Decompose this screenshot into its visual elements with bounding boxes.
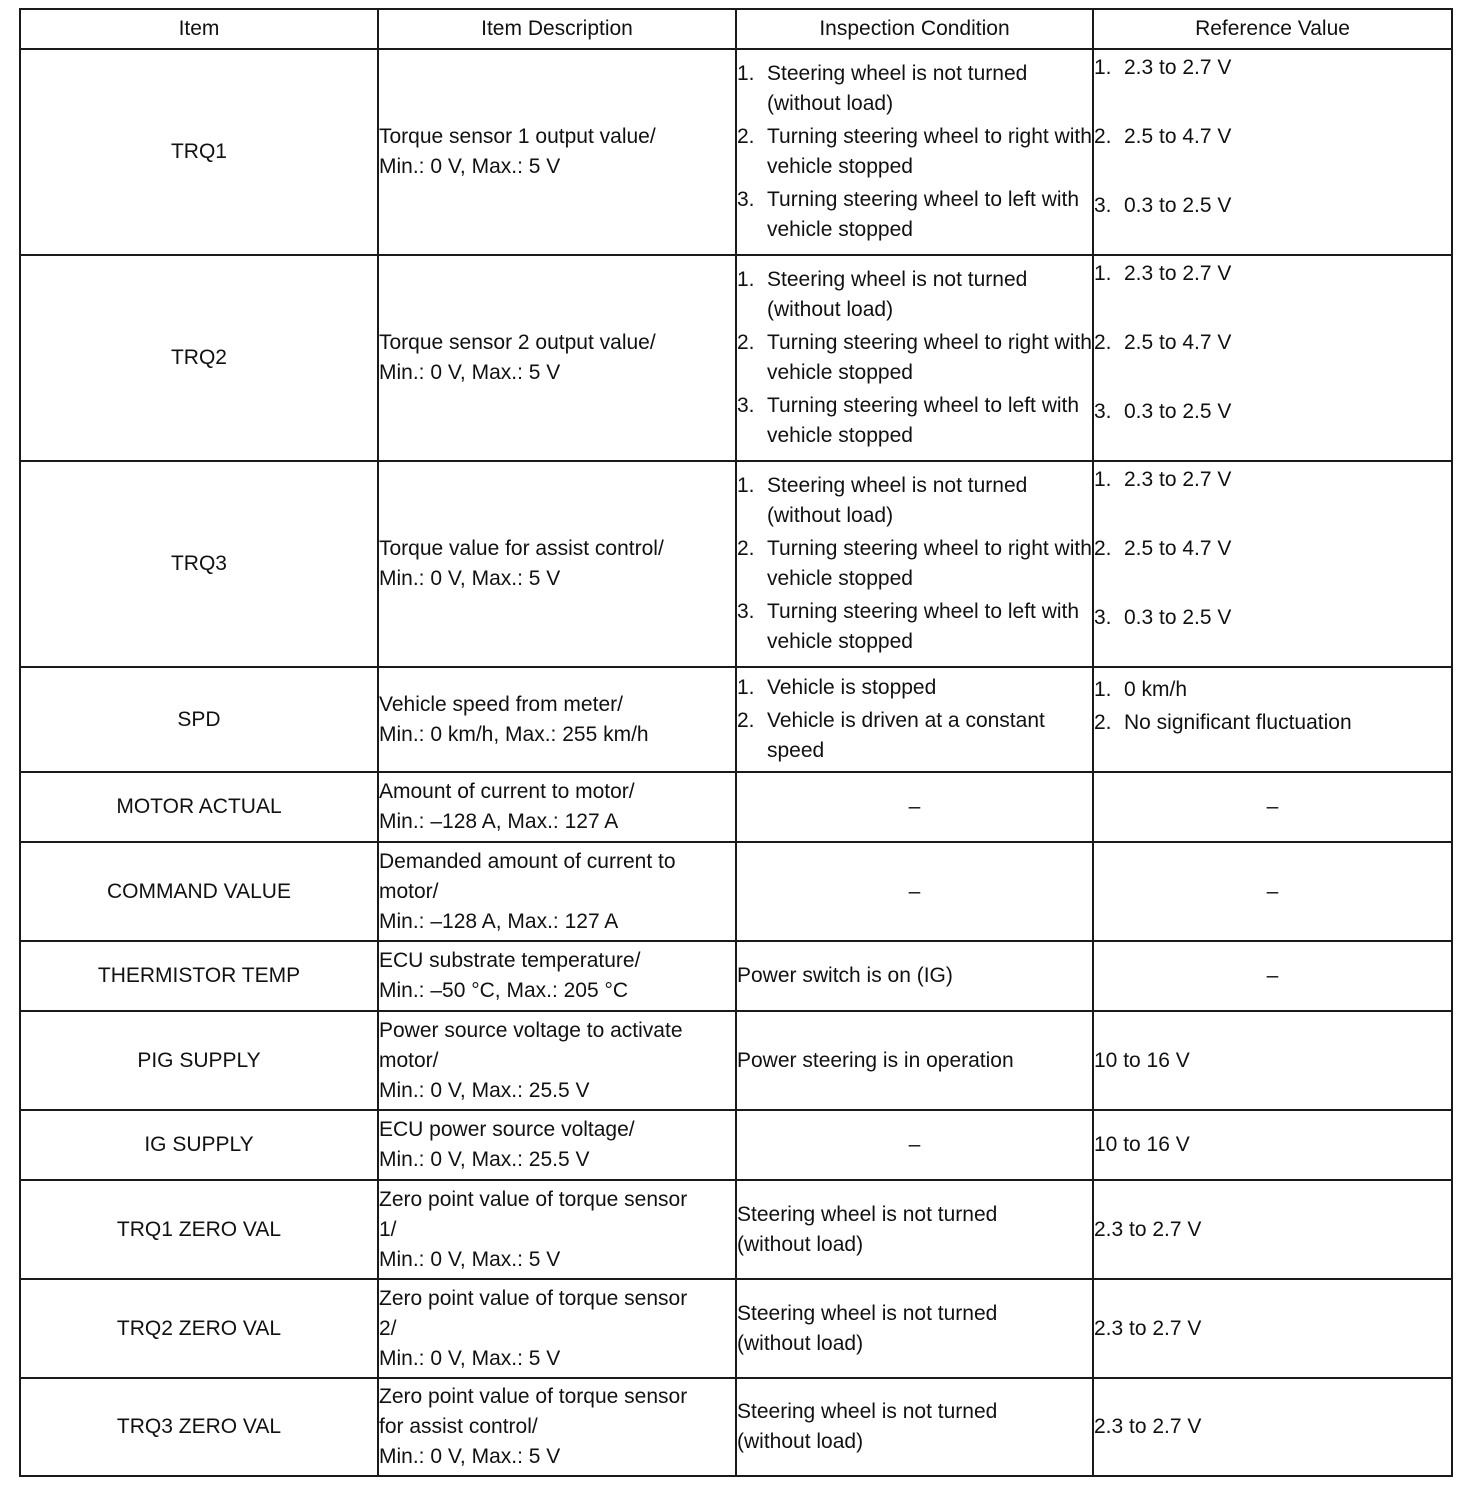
description-line: ECU substrate temperature/ bbox=[379, 949, 641, 972]
reference-cell bbox=[1093, 255, 1452, 461]
reference-text: 2.3 to 2.7 V bbox=[1124, 262, 1232, 285]
list-item bbox=[737, 391, 1092, 451]
reference-cell: 10 to 16 V bbox=[1093, 1011, 1452, 1110]
description-line: Torque sensor 2 output value/ bbox=[379, 331, 656, 354]
condition-text: Vehicle is driven at a constant speed bbox=[767, 709, 1045, 762]
list-number: 2. bbox=[1094, 711, 1112, 734]
description-cell bbox=[378, 1279, 736, 1378]
list-number: 3. bbox=[737, 394, 755, 417]
table-row bbox=[20, 1110, 1452, 1180]
item-cell: TRQ3 ZERO VAL bbox=[20, 1378, 378, 1476]
reference-list bbox=[1094, 675, 1451, 738]
list-item bbox=[1094, 259, 1451, 325]
condition-line: Steering wheel is not turned bbox=[737, 1301, 998, 1325]
item-cell: TRQ2 ZERO VAL bbox=[20, 1279, 378, 1378]
table-row bbox=[20, 1180, 1452, 1279]
description-line: Power source voltage to activate bbox=[379, 1018, 683, 1042]
condition-list bbox=[737, 265, 1092, 451]
list-number: 1. bbox=[737, 676, 755, 699]
description-line: Zero point value of torque sensor bbox=[379, 1286, 688, 1310]
condition-cell: – bbox=[736, 1110, 1093, 1180]
condition-list bbox=[737, 471, 1092, 657]
reference-cell bbox=[1093, 49, 1452, 255]
description-line: Min.: –50 °C, Max.: 205 °C bbox=[379, 979, 629, 1002]
item-cell: THERMISTOR TEMP bbox=[20, 941, 378, 1011]
table-row bbox=[20, 1279, 1452, 1378]
description-line: Demanded amount of current to bbox=[379, 849, 676, 873]
list-item bbox=[737, 471, 1092, 531]
condition-cell bbox=[736, 461, 1093, 667]
description-line: Min.: 0 V, Max.: 5 V bbox=[379, 1346, 561, 1370]
description-cell bbox=[378, 1110, 736, 1180]
table-row bbox=[20, 1011, 1452, 1110]
table-row bbox=[20, 255, 1452, 461]
list-item bbox=[1094, 328, 1451, 394]
reference-list bbox=[1094, 465, 1451, 663]
item-cell: COMMAND VALUE bbox=[20, 842, 378, 941]
description-line: 2/ bbox=[379, 1316, 397, 1340]
list-item bbox=[737, 122, 1092, 182]
description-cell bbox=[378, 941, 736, 1011]
table-row bbox=[20, 461, 1452, 667]
list-item bbox=[1094, 191, 1451, 251]
list-number: 2. bbox=[737, 537, 755, 560]
description-line: Min.: 0 V, Max.: 5 V bbox=[379, 361, 561, 384]
description-cell bbox=[378, 255, 736, 461]
list-item bbox=[737, 59, 1092, 119]
item-cell: IG SUPPLY bbox=[20, 1110, 378, 1180]
reference-text: 0.3 to 2.5 V bbox=[1124, 194, 1232, 217]
condition-cell bbox=[736, 49, 1093, 255]
list-number: 3. bbox=[1094, 194, 1112, 217]
table-row bbox=[20, 1378, 1452, 1476]
description-line: Min.: 0 V, Max.: 25.5 V bbox=[379, 1078, 590, 1102]
item-cell: MOTOR ACTUAL bbox=[20, 772, 378, 842]
condition-line: (without load) bbox=[737, 1430, 864, 1453]
list-item bbox=[1094, 465, 1451, 531]
condition-cell: Power switch is on (IG) bbox=[736, 941, 1093, 1011]
reference-text: 0.3 to 2.5 V bbox=[1124, 606, 1232, 629]
table-row bbox=[20, 667, 1452, 772]
reference-text: 2.5 to 4.7 V bbox=[1124, 125, 1232, 148]
reference-cell: 2.3 to 2.7 V bbox=[1093, 1279, 1452, 1378]
condition-text: Turning steering wheel to right with vehicle stopped bbox=[767, 537, 1092, 590]
data-monitor-table bbox=[19, 8, 1453, 1477]
condition-text: Steering wheel is not turned (without load) bbox=[767, 62, 1028, 115]
list-item bbox=[737, 265, 1092, 325]
reference-text: 2.3 to 2.7 V bbox=[1124, 468, 1232, 491]
item-cell: SPD bbox=[20, 667, 378, 772]
reference-cell: – bbox=[1093, 842, 1452, 941]
description-line: ECU power source voltage/ bbox=[379, 1118, 635, 1141]
condition-cell: – bbox=[736, 842, 1093, 941]
list-item bbox=[1094, 53, 1451, 119]
list-number: 2. bbox=[737, 331, 755, 354]
list-number: 2. bbox=[737, 125, 755, 148]
condition-line: Steering wheel is not turned bbox=[737, 1400, 998, 1423]
reference-cell bbox=[1093, 667, 1452, 772]
description-cell bbox=[378, 667, 736, 772]
list-number: 3. bbox=[1094, 606, 1112, 629]
description-line: Min.: 0 V, Max.: 5 V bbox=[379, 1445, 561, 1468]
list-number: 1. bbox=[737, 268, 755, 291]
table-row bbox=[20, 49, 1452, 255]
reference-cell: 10 to 16 V bbox=[1093, 1110, 1452, 1180]
condition-text: Turning steering wheel to left with vehicle stopped bbox=[767, 188, 1080, 241]
reference-cell: – bbox=[1093, 941, 1452, 1011]
description-line: Min.: 0 V, Max.: 5 V bbox=[379, 155, 561, 178]
list-item bbox=[1094, 397, 1451, 457]
description-line: motor/ bbox=[379, 879, 439, 903]
list-item bbox=[1094, 122, 1451, 188]
reference-cell: 2.3 to 2.7 V bbox=[1093, 1180, 1452, 1279]
table-row bbox=[20, 772, 1452, 842]
list-number: 1. bbox=[1094, 678, 1112, 701]
condition-list bbox=[737, 673, 1092, 766]
condition-list bbox=[737, 59, 1092, 245]
list-item bbox=[737, 534, 1092, 594]
description-line: 1/ bbox=[379, 1217, 397, 1241]
description-line: Min.: –128 A, Max.: 127 A bbox=[379, 909, 619, 933]
list-item bbox=[737, 673, 1092, 703]
condition-text: Turning steering wheel to right with vehicle stopped bbox=[767, 331, 1092, 384]
reference-text: 2.5 to 4.7 V bbox=[1124, 331, 1232, 354]
item-cell: PIG SUPPLY bbox=[20, 1011, 378, 1110]
condition-text: Steering wheel is not turned (without load) bbox=[767, 474, 1028, 527]
item-cell: TRQ2 bbox=[20, 255, 378, 461]
description-line: Zero point value of torque sensor bbox=[379, 1385, 688, 1408]
reference-text: 2.5 to 4.7 V bbox=[1124, 537, 1232, 560]
condition-cell bbox=[736, 1279, 1093, 1378]
list-number: 1. bbox=[1094, 262, 1112, 285]
reference-text: 0.3 to 2.5 V bbox=[1124, 400, 1232, 423]
description-line: Min.: 0 V, Max.: 5 V bbox=[379, 1247, 561, 1271]
description-cell bbox=[378, 1011, 736, 1110]
description-line: Torque value for assist control/ bbox=[379, 537, 664, 560]
description-line: Min.: 0 km/h, Max.: 255 km/h bbox=[379, 722, 649, 746]
item-cell: TRQ1 ZERO VAL bbox=[20, 1180, 378, 1279]
list-number: 2. bbox=[737, 709, 755, 732]
list-item bbox=[737, 185, 1092, 245]
list-item bbox=[737, 597, 1092, 657]
condition-text: Turning steering wheel to right with vehicle stopped bbox=[767, 125, 1092, 178]
reference-cell bbox=[1093, 461, 1452, 667]
reference-cell: – bbox=[1093, 772, 1452, 842]
header-reference-value: Reference Value bbox=[1093, 9, 1452, 49]
description-line: Min.: 0 V, Max.: 5 V bbox=[379, 567, 561, 590]
list-number: 2. bbox=[1094, 331, 1112, 354]
table-row bbox=[20, 842, 1452, 941]
condition-cell bbox=[736, 1378, 1093, 1476]
list-number: 3. bbox=[737, 188, 755, 211]
condition-line: (without load) bbox=[737, 1331, 864, 1355]
description-cell bbox=[378, 842, 736, 941]
list-number: 1. bbox=[1094, 56, 1112, 79]
description-line: Zero point value of torque sensor bbox=[379, 1187, 688, 1211]
condition-text: Vehicle is stopped bbox=[767, 676, 937, 699]
table-row bbox=[20, 941, 1452, 1011]
reference-cell: 2.3 to 2.7 V bbox=[1093, 1378, 1452, 1476]
list-item bbox=[737, 706, 1092, 766]
description-line: Amount of current to motor/ bbox=[379, 780, 635, 803]
description-cell bbox=[378, 49, 736, 255]
list-item bbox=[1094, 675, 1451, 705]
condition-text: Steering wheel is not turned (without load) bbox=[767, 268, 1028, 321]
condition-cell: Power steering is in operation bbox=[736, 1011, 1093, 1110]
condition-line: Steering wheel is not turned bbox=[737, 1202, 998, 1226]
list-number: 2. bbox=[1094, 537, 1112, 560]
list-number: 1. bbox=[737, 474, 755, 497]
reference-list bbox=[1094, 259, 1451, 457]
description-cell bbox=[378, 1180, 736, 1279]
description-cell bbox=[378, 461, 736, 667]
list-number: 1. bbox=[737, 62, 755, 85]
header-row bbox=[20, 9, 1452, 49]
list-number: 1. bbox=[1094, 468, 1112, 491]
item-cell: TRQ3 bbox=[20, 461, 378, 667]
header-inspection-condition: Inspection Condition bbox=[736, 9, 1093, 49]
reference-text: 0 km/h bbox=[1124, 678, 1188, 701]
description-line: Torque sensor 1 output value/ bbox=[379, 125, 656, 148]
condition-cell bbox=[736, 667, 1093, 772]
reference-text: 2.3 to 2.7 V bbox=[1124, 56, 1232, 79]
list-number: 3. bbox=[737, 600, 755, 623]
condition-text: Turning steering wheel to left with vehicle stopped bbox=[767, 394, 1080, 447]
description-line: Vehicle speed from meter/ bbox=[379, 692, 623, 716]
header-item: Item bbox=[20, 9, 378, 49]
condition-text: Turning steering wheel to left with vehicle stopped bbox=[767, 600, 1080, 653]
reference-list bbox=[1094, 53, 1451, 251]
condition-cell: – bbox=[736, 772, 1093, 842]
list-number: 2. bbox=[1094, 125, 1112, 148]
reference-text: No significant fluctuation bbox=[1124, 711, 1352, 734]
description-line: Min.: 0 V, Max.: 25.5 V bbox=[379, 1148, 590, 1171]
list-item bbox=[1094, 603, 1451, 663]
condition-line: (without load) bbox=[737, 1232, 864, 1256]
description-line: Min.: –128 A, Max.: 127 A bbox=[379, 810, 619, 833]
description-cell bbox=[378, 1378, 736, 1476]
condition-cell bbox=[736, 1180, 1093, 1279]
description-line: motor/ bbox=[379, 1048, 439, 1072]
description-line: for assist control/ bbox=[379, 1415, 538, 1438]
condition-cell bbox=[736, 255, 1093, 461]
description-cell bbox=[378, 772, 736, 842]
list-item bbox=[1094, 534, 1451, 600]
item-cell: TRQ1 bbox=[20, 49, 378, 255]
header-item-description: Item Description bbox=[378, 9, 736, 49]
list-number: 3. bbox=[1094, 400, 1112, 423]
list-item bbox=[737, 328, 1092, 388]
list-item bbox=[1094, 708, 1451, 738]
